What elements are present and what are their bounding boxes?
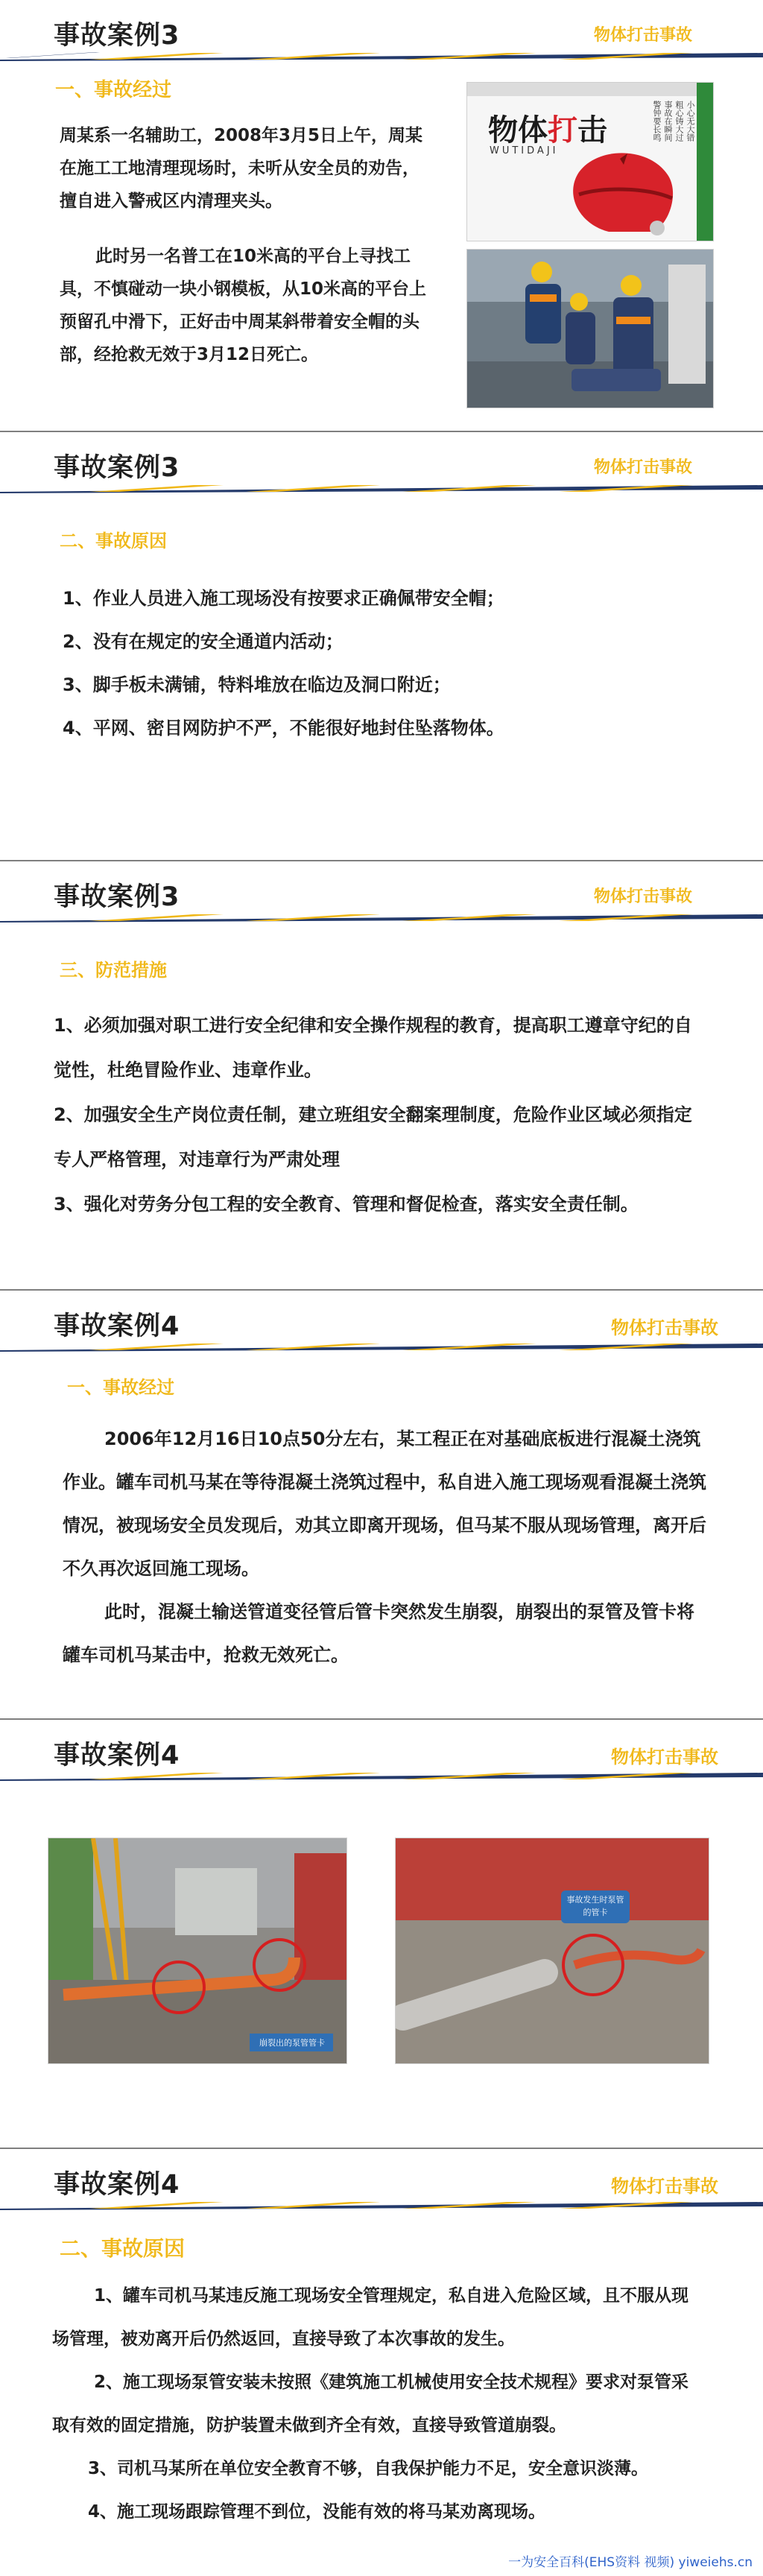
poster-side-column: 小心无大错: [686, 101, 695, 142]
poster-title-part: 击: [577, 113, 607, 148]
slide-title: 事故案例3: [54, 21, 180, 51]
title-banner: [0, 912, 763, 923]
section-title: 一、事故经过: [55, 79, 172, 101]
title-banner: [0, 2200, 763, 2210]
broken-pipe-scene-icon: [396, 1838, 709, 2063]
slide-tag: 物体打击事故: [593, 458, 692, 477]
poster-title: [488, 107, 607, 149]
slide-title: 事故案例4: [54, 1311, 180, 1341]
slide-case3-prevention: [0, 860, 763, 1289]
list-item: 3、强化对劳务分包工程的安全教育、管理和督促检查，落实安全责任制。: [54, 1194, 639, 1215]
slide-case3-causes: [0, 431, 763, 860]
poster-side-column: 警钟要长鸣: [652, 101, 662, 142]
list-item: 1、作业人员进入施工现场没有按要求正确佩带安全帽；: [63, 588, 504, 609]
slide-title: 事故案例3: [54, 453, 180, 483]
paragraph: 周某系一名辅助工，2008年3月5日上午，周某在施工工地清理现场时，未听从安全员的劝告，擅自进入警戒区内清理夹头。: [60, 126, 423, 211]
title-banner: [0, 1770, 763, 1781]
section-title: 三、防范措施: [60, 960, 167, 981]
title-banner: [0, 483, 763, 493]
poster-side-column: 事故在瞬间: [663, 101, 673, 142]
photo-caption: 事故发生时泵管的管卡: [566, 1895, 624, 1917]
slide-tag: 物体打击事故: [593, 887, 692, 906]
footer-watermark: 一为安全百科(EHS资料 视频) yiweiehs.cn: [508, 2555, 753, 2570]
poster-side-text: [652, 101, 695, 212]
poster-title-part: 打: [548, 113, 577, 148]
section-title: 二、事故原因: [60, 2236, 186, 2261]
slide-title: 事故案例4: [54, 2170, 180, 2200]
list-item: 2、没有在规定的安全通道内活动；: [63, 631, 343, 652]
safety-poster-image: [466, 82, 714, 241]
slide-case4-photos: [0, 1718, 763, 2148]
workers-scene-icon: [467, 250, 713, 408]
section-title: 一、事故经过: [67, 1377, 174, 1398]
list-item: 2、施工现场泵管安装未按照《建筑施工机械使用安全技术规程》要求对泵管采取有效的固定措施，防护装置未做到齐全有效，直接导致管道崩裂。: [52, 2373, 689, 2435]
slide-tag: 物体打击事故: [611, 2176, 718, 2197]
slide-tag: 物体打击事故: [593, 26, 692, 45]
pump-pipe-photo-left: [48, 1838, 347, 2064]
title-banner: [0, 51, 763, 61]
section-title: 二、事故原因: [60, 531, 167, 551]
slide-case3-process: [0, 0, 763, 431]
slide-title: 事故案例3: [54, 882, 180, 912]
paragraph: 2006年12月16日10点50分左右，某工程正在对基础底板进行混凝土浇筑作业。罐车司机马某在等待混凝土浇筑过程中，私自进入施工现场观看混凝土浇筑情况，被现场安全员发现后，劝其立即离开现场，但马某不服从现场管理，离开后不久再次返回施工现场。: [63, 1428, 706, 1579]
slide-title: 事故案例4: [54, 1741, 180, 1770]
pump-pipe-scene-icon: [48, 1838, 346, 2063]
poster-side-column: 粗心铸大过: [674, 101, 684, 142]
list-item: 4、施工现场跟踪管理不到位，没能有效的将马某劝离现场。: [88, 2502, 546, 2522]
pump-pipe-photo-right: [395, 1838, 709, 2064]
title-banner: [0, 1341, 763, 1352]
paragraph: 此时另一名普工在10米高的平台上寻找工具，不慎碰动一块小钢模板，从10米高的平台上预留孔中滑下，正好击中周某斜带着安全帽的头部，经抢救无效于3月12日死亡。: [60, 247, 427, 364]
photo-caption: 崩裂出的泵管管卡: [259, 2038, 325, 2048]
accident-scene-photo: [466, 249, 714, 408]
poster-subtitle: WUTIDAJI: [490, 145, 559, 156]
list-item: 3、司机马某所在单位安全教育不够，自我保护能力不足，安全意识淡薄。: [88, 2459, 649, 2478]
list-item: 4、平网、密目网防护不严，不能很好地封住坠落物体。: [63, 718, 504, 738]
slide-case4-causes: [0, 2148, 763, 2576]
list-item: 1、必须加强对职工进行安全纪律和安全操作规程的教育，提高职工遵章守纪的自觉性，杜绝冒险作业、违章作业。: [54, 1015, 692, 1080]
slide-case4-process: [0, 1289, 763, 1718]
list-item: 3、脚手板未满铺，特料堆放在临边及洞口附近；: [63, 674, 451, 695]
list-item: 1、罐车司机马某违反施工现场安全管理规定，私自进入危险区域，且不服从现场管理，被劝离开后仍然返回，直接导致了本次事故的发生。: [52, 2286, 689, 2349]
slide-tag: 物体打击事故: [611, 1317, 718, 1338]
list-item: 2、加强安全生产岗位责任制，建立班组安全翻案理制度，危险作业区域必须指定专人严格管理，对违章行为严肃处理: [54, 1104, 692, 1170]
slide-tag: 物体打击事故: [611, 1747, 718, 1768]
poster-title-part: 物体: [488, 113, 548, 148]
paragraph: 此时，混凝土输送管道变径管后管卡突然发生崩裂，崩裂出的泵管及管卡将罐车司机马某击中，抢救无效死亡。: [63, 1601, 694, 1665]
